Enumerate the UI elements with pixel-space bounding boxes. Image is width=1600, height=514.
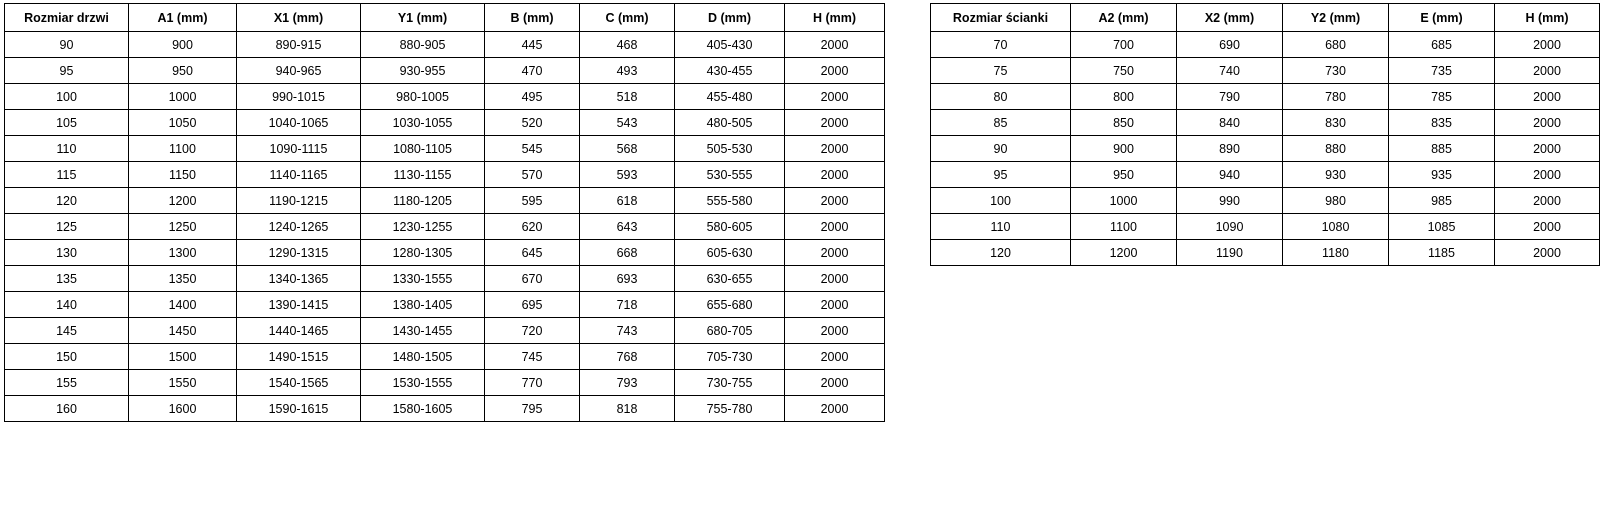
table-cell: 768 [580, 344, 675, 370]
table-row [931, 136, 1600, 162]
table-row [931, 214, 1600, 240]
table-cell: 1090-1115 [237, 136, 361, 162]
table-cell: 730-755 [675, 370, 785, 396]
table-cell: 1190 [1177, 240, 1283, 266]
table-cell: 795 [485, 396, 580, 422]
table-cell: 110 [5, 136, 129, 162]
table-row [5, 318, 885, 344]
table-cell: 2000 [1495, 136, 1600, 162]
table-cell: 520 [485, 110, 580, 136]
table-cell: 1190-1215 [237, 188, 361, 214]
table-cell: 2000 [785, 396, 885, 422]
table-cell: 985 [1389, 188, 1495, 214]
table-cell: 80 [931, 84, 1071, 110]
table-cell: 90 [5, 32, 129, 58]
table-cell: 690 [1177, 32, 1283, 58]
table-cell: 110 [931, 214, 1071, 240]
table-cell: 793 [580, 370, 675, 396]
table-cell: 100 [5, 84, 129, 110]
table-cell: 2000 [785, 84, 885, 110]
table-cell: 1390-1415 [237, 292, 361, 318]
table-cell: 1490-1515 [237, 344, 361, 370]
table-cell: 718 [580, 292, 675, 318]
table-cell: 1085 [1389, 214, 1495, 240]
table-row [931, 162, 1600, 188]
table-cell: 950 [129, 58, 237, 84]
table-cell: 518 [580, 84, 675, 110]
table-cell: 75 [931, 58, 1071, 84]
table-cell: 1185 [1389, 240, 1495, 266]
table-cell: 505-530 [675, 136, 785, 162]
table-cell: 890 [1177, 136, 1283, 162]
column-header: E (mm) [1389, 4, 1495, 32]
column-header: X2 (mm) [1177, 4, 1283, 32]
table-row [5, 266, 885, 292]
column-header: X1 (mm) [237, 4, 361, 32]
table-cell: 2000 [785, 240, 885, 266]
table-row [5, 110, 885, 136]
table-cell: 1140-1165 [237, 162, 361, 188]
table-cell: 645 [485, 240, 580, 266]
table-row [5, 162, 885, 188]
table-cell: 1100 [129, 136, 237, 162]
table-cell: 1440-1465 [237, 318, 361, 344]
table-cell: 2000 [1495, 110, 1600, 136]
table-cell: 830 [1283, 110, 1389, 136]
table-cell: 668 [580, 240, 675, 266]
table-cell: 1130-1155 [361, 162, 485, 188]
table-cell: 620 [485, 214, 580, 240]
table-cell: 980 [1283, 188, 1389, 214]
table-cell: 2000 [785, 344, 885, 370]
table-cell: 595 [485, 188, 580, 214]
walls-table-container [930, 3, 1600, 266]
table-cell: 930-955 [361, 58, 485, 84]
table-cell: 880 [1283, 136, 1389, 162]
table-cell: 568 [580, 136, 675, 162]
table-cell: 1500 [129, 344, 237, 370]
doors-table-container [4, 3, 885, 422]
table-cell: 1040-1065 [237, 110, 361, 136]
column-header: Y1 (mm) [361, 4, 485, 32]
table-cell: 900 [129, 32, 237, 58]
table-cell: 940 [1177, 162, 1283, 188]
table-cell: 780 [1283, 84, 1389, 110]
table-cell: 480-505 [675, 110, 785, 136]
column-header: A2 (mm) [1071, 4, 1177, 32]
walls-dimensions-table [930, 3, 1600, 266]
column-header: Rozmiar ścianki [931, 4, 1071, 32]
table-cell: 2000 [785, 188, 885, 214]
table-cell: 543 [580, 110, 675, 136]
table-cell: 818 [580, 396, 675, 422]
table-cell: 685 [1389, 32, 1495, 58]
table-row [931, 240, 1600, 266]
table-cell: 1580-1605 [361, 396, 485, 422]
table-cell: 743 [580, 318, 675, 344]
table-cell: 1050 [129, 110, 237, 136]
column-header: Y2 (mm) [1283, 4, 1389, 32]
table-cell: 1150 [129, 162, 237, 188]
table-cell: 2000 [1495, 58, 1600, 84]
table-cell: 445 [485, 32, 580, 58]
table-cell: 100 [931, 188, 1071, 214]
table-cell: 570 [485, 162, 580, 188]
table-row [5, 214, 885, 240]
table-cell: 850 [1071, 110, 1177, 136]
table-cell: 1240-1265 [237, 214, 361, 240]
table-cell: 605-630 [675, 240, 785, 266]
column-header: C (mm) [580, 4, 675, 32]
table-cell: 1280-1305 [361, 240, 485, 266]
table-cell: 618 [580, 188, 675, 214]
table-cell: 1430-1455 [361, 318, 485, 344]
table-cell: 950 [1071, 162, 1177, 188]
table-cell: 2000 [785, 162, 885, 188]
table-cell: 580-605 [675, 214, 785, 240]
table-cell: 1080 [1283, 214, 1389, 240]
table-cell: 1180-1205 [361, 188, 485, 214]
table-cell: 750 [1071, 58, 1177, 84]
table-row [5, 370, 885, 396]
table-cell: 695 [485, 292, 580, 318]
table-cell: 2000 [785, 136, 885, 162]
table-cell: 155 [5, 370, 129, 396]
column-header: Rozmiar drzwi [5, 4, 129, 32]
table-row [931, 32, 1600, 58]
table-row [5, 188, 885, 214]
table-cell: 2000 [1495, 188, 1600, 214]
table-cell: 785 [1389, 84, 1495, 110]
table-cell: 1540-1565 [237, 370, 361, 396]
table-cell: 85 [931, 110, 1071, 136]
table-cell: 693 [580, 266, 675, 292]
table-cell: 1090 [1177, 214, 1283, 240]
table-cell: 530-555 [675, 162, 785, 188]
table-cell: 455-480 [675, 84, 785, 110]
table-cell: 1250 [129, 214, 237, 240]
table-cell: 2000 [785, 370, 885, 396]
table-cell: 885 [1389, 136, 1495, 162]
table-cell: 2000 [785, 266, 885, 292]
table-row [5, 32, 885, 58]
table-cell: 430-455 [675, 58, 785, 84]
column-header: B (mm) [485, 4, 580, 32]
table-cell: 705-730 [675, 344, 785, 370]
table-cell: 555-580 [675, 188, 785, 214]
table-cell: 1100 [1071, 214, 1177, 240]
table-cell: 800 [1071, 84, 1177, 110]
table-cell: 720 [485, 318, 580, 344]
table-cell: 120 [931, 240, 1071, 266]
table-cell: 470 [485, 58, 580, 84]
table-cell: 120 [5, 188, 129, 214]
table-header-row [931, 4, 1600, 32]
table-cell: 2000 [785, 32, 885, 58]
table-cell: 1600 [129, 396, 237, 422]
table-cell: 745 [485, 344, 580, 370]
table-cell: 115 [5, 162, 129, 188]
table-cell: 2000 [1495, 214, 1600, 240]
table-cell: 735 [1389, 58, 1495, 84]
table-row [5, 344, 885, 370]
table-cell: 160 [5, 396, 129, 422]
table-header-row [5, 4, 885, 32]
table-cell: 1330-1555 [361, 266, 485, 292]
table-cell: 135 [5, 266, 129, 292]
table-cell: 468 [580, 32, 675, 58]
table-cell: 130 [5, 240, 129, 266]
table-cell: 1080-1105 [361, 136, 485, 162]
table-cell: 655-680 [675, 292, 785, 318]
table-cell: 145 [5, 318, 129, 344]
table-cell: 740 [1177, 58, 1283, 84]
table-cell: 2000 [785, 110, 885, 136]
table-cell: 790 [1177, 84, 1283, 110]
table-cell: 125 [5, 214, 129, 240]
table-cell: 680 [1283, 32, 1389, 58]
table-row [931, 58, 1600, 84]
table-cell: 940-965 [237, 58, 361, 84]
table-cell: 980-1005 [361, 84, 485, 110]
table-cell: 1180 [1283, 240, 1389, 266]
table-cell: 680-705 [675, 318, 785, 344]
table-cell: 1350 [129, 266, 237, 292]
table-cell: 1400 [129, 292, 237, 318]
column-header: D (mm) [675, 4, 785, 32]
table-cell: 1530-1555 [361, 370, 485, 396]
table-cell: 90 [931, 136, 1071, 162]
table-cell: 150 [5, 344, 129, 370]
table-row [5, 292, 885, 318]
column-header: H (mm) [1495, 4, 1600, 32]
table-cell: 670 [485, 266, 580, 292]
column-header: A1 (mm) [129, 4, 237, 32]
table-cell: 1300 [129, 240, 237, 266]
table-cell: 990 [1177, 188, 1283, 214]
table-cell: 2000 [1495, 84, 1600, 110]
table-cell: 880-905 [361, 32, 485, 58]
table-cell: 1200 [1071, 240, 1177, 266]
table-cell: 900 [1071, 136, 1177, 162]
table-cell: 2000 [1495, 240, 1600, 266]
table-cell: 1200 [129, 188, 237, 214]
table-cell: 890-915 [237, 32, 361, 58]
table-row [931, 84, 1600, 110]
table-cell: 630-655 [675, 266, 785, 292]
table-cell: 730 [1283, 58, 1389, 84]
table-cell: 140 [5, 292, 129, 318]
table-cell: 1450 [129, 318, 237, 344]
table-cell: 930 [1283, 162, 1389, 188]
table-cell: 1480-1505 [361, 344, 485, 370]
table-cell: 1590-1615 [237, 396, 361, 422]
table-cell: 1380-1405 [361, 292, 485, 318]
table-cell: 2000 [785, 292, 885, 318]
table-cell: 1340-1365 [237, 266, 361, 292]
table-row [5, 58, 885, 84]
table-cell: 643 [580, 214, 675, 240]
table-cell: 990-1015 [237, 84, 361, 110]
table-row [931, 110, 1600, 136]
table-cell: 493 [580, 58, 675, 84]
table-cell: 1000 [129, 84, 237, 110]
table-cell: 1230-1255 [361, 214, 485, 240]
table-cell: 105 [5, 110, 129, 136]
table-cell: 545 [485, 136, 580, 162]
table-cell: 700 [1071, 32, 1177, 58]
table-cell: 95 [5, 58, 129, 84]
table-cell: 2000 [1495, 32, 1600, 58]
table-cell: 1290-1315 [237, 240, 361, 266]
table-cell: 95 [931, 162, 1071, 188]
table-row [5, 396, 885, 422]
table-cell: 495 [485, 84, 580, 110]
column-header: H (mm) [785, 4, 885, 32]
table-row [931, 188, 1600, 214]
table-cell: 1550 [129, 370, 237, 396]
table-row [5, 84, 885, 110]
table-cell: 2000 [785, 58, 885, 84]
table-cell: 840 [1177, 110, 1283, 136]
table-cell: 70 [931, 32, 1071, 58]
table-cell: 755-780 [675, 396, 785, 422]
table-cell: 935 [1389, 162, 1495, 188]
table-cell: 1000 [1071, 188, 1177, 214]
table-cell: 1030-1055 [361, 110, 485, 136]
table-cell: 2000 [785, 214, 885, 240]
table-cell: 2000 [785, 318, 885, 344]
table-cell: 405-430 [675, 32, 785, 58]
table-cell: 835 [1389, 110, 1495, 136]
table-row [5, 240, 885, 266]
table-cell: 770 [485, 370, 580, 396]
table-cell: 2000 [1495, 162, 1600, 188]
doors-dimensions-table [4, 3, 885, 422]
table-row [5, 136, 885, 162]
table-cell: 593 [580, 162, 675, 188]
